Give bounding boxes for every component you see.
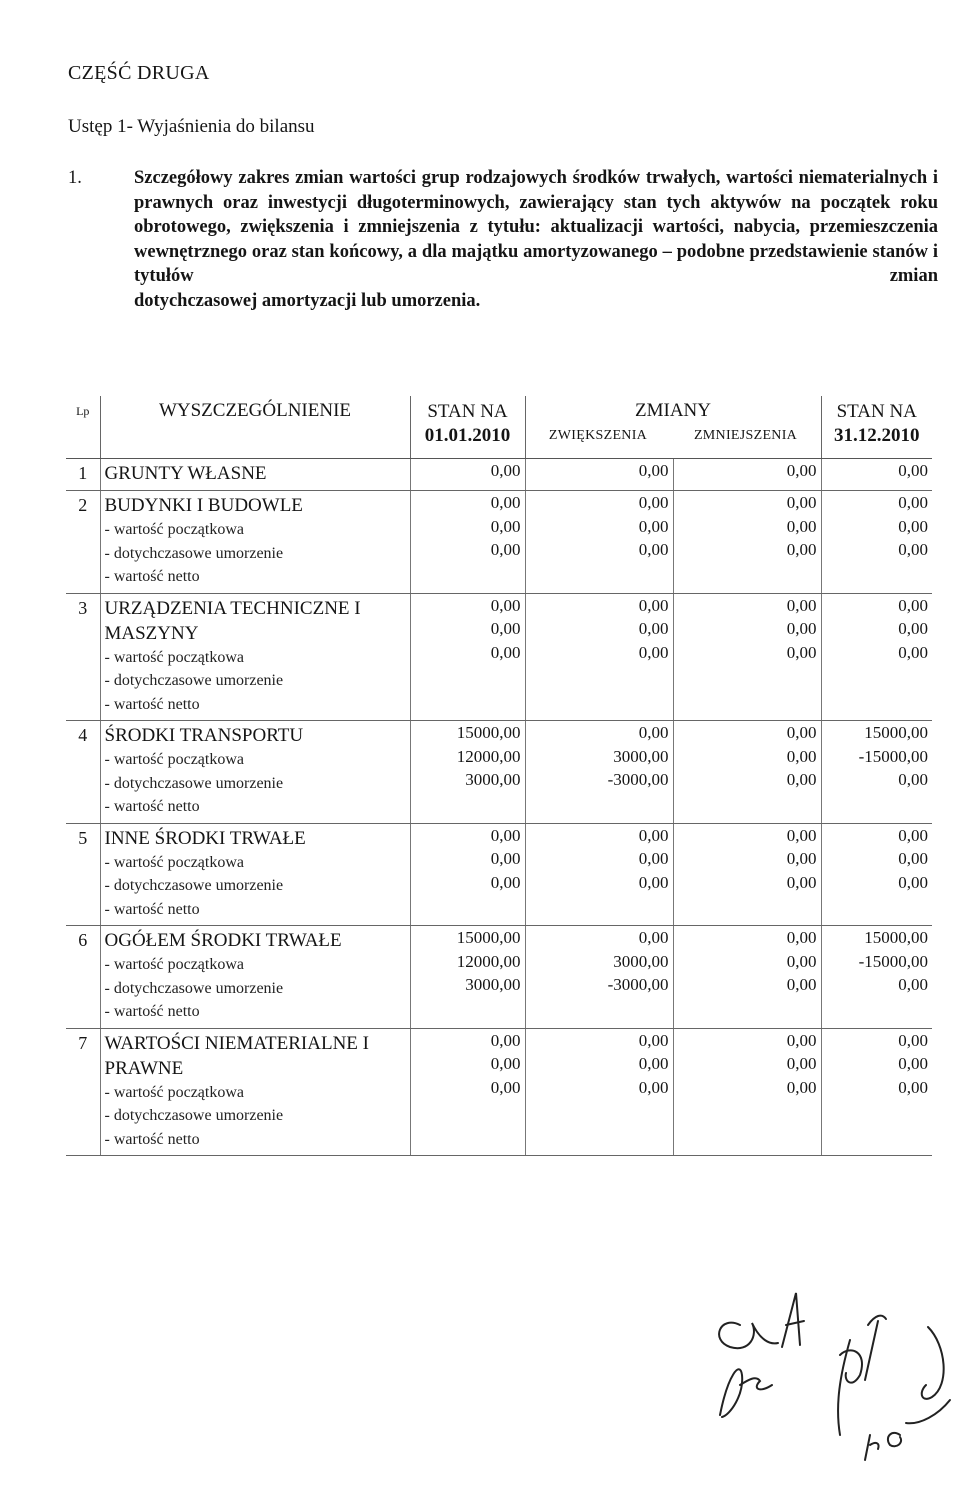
value: -15000,00 [858,951,929,971]
value: 15000,00 [456,723,521,742]
value: 12000,00 [456,951,521,971]
row-title: WARTOŚCI NIEMATERIALNE I PRAWNE [104,1032,369,1079]
row-sub-label: - wartość początkowa [104,853,244,871]
table-row [66,1028,932,1156]
value: 0,00 [786,595,817,615]
value: 0,00 [638,540,669,559]
row-value-cell [410,1028,525,1156]
row-value-cell [821,721,932,824]
value: 0,00 [898,595,929,615]
value: 0,00 [786,770,817,789]
row-title: ŚRODKI TRANSPORTU [104,725,304,746]
row-value-cell [410,823,525,926]
value: 0,00 [638,723,669,742]
explanation-paragraph [68,166,938,313]
value: 0,00 [638,516,669,536]
row-value-cell [821,593,932,721]
value: 0,00 [786,746,817,766]
section-heading: CZĘŚĆ DRUGA [68,62,210,84]
section-subheading: Ustęp 1- Wyjaśnienia do bilansu [68,116,315,137]
value: 0,00 [898,619,929,638]
row-sub-label: - wartość netto [104,568,200,585]
value: 0,00 [786,461,817,480]
value: 0,00 [786,1077,817,1097]
value: 0,00 [638,928,669,947]
row-value-cell [525,491,673,594]
value: 0,00 [898,461,929,480]
value: 0,00 [490,516,521,536]
row-lp: 7 [66,1028,100,1156]
value: 0,00 [786,1030,817,1050]
value: 0,00 [490,595,521,615]
row-value-cell [821,823,932,926]
value: 0,00 [786,825,817,845]
row-value-cell [410,721,525,824]
value: 0,00 [786,723,817,742]
value: 0,00 [786,516,817,536]
value: 0,00 [898,642,929,662]
row-value-cell [673,721,821,824]
value: -15000,00 [858,746,929,766]
paragraph-text [134,166,938,313]
row-value-cell [673,459,821,491]
row-sub-label: - dotychczasowe umorzenie [104,877,284,894]
header-zmiany [525,396,821,459]
value: -3000,00 [607,770,669,789]
row-value-cell [525,823,673,926]
value: 3000,00 [465,975,521,994]
row-lp: 6 [66,926,100,1029]
row-sub-label: - dotychczasowe umorzenie [104,774,284,792]
value: 0,00 [490,493,521,512]
value: 0,00 [638,642,669,662]
row-sub-label: - wartość początkowa [104,648,244,666]
value: 0,00 [638,619,669,638]
value: 12000,00 [456,746,521,766]
row-value-cell [410,926,525,1029]
row-sub-label: - dotychczasowe umorzenie [104,1107,284,1124]
row-value-cell [673,1028,821,1156]
value: -3000,00 [607,975,669,994]
table-header-row [66,396,932,459]
row-lp: 5 [66,823,100,926]
value: 15000,00 [456,928,521,947]
row-sub-label: - wartość początkowa [104,751,244,768]
row-title: OGÓŁEM ŚRODKI TRWAŁE [104,930,342,951]
header-stan-start [410,396,525,459]
value: 0,00 [490,540,521,559]
value: 0,00 [898,1054,929,1073]
value: 0,00 [638,1054,669,1073]
value: 3000,00 [613,746,669,766]
value: 3000,00 [613,951,669,971]
header-stan-end [821,396,932,459]
header-stan-na-end: STAN NA [836,401,917,422]
value: 0,00 [638,493,669,512]
row-sub-label: - wartość netto [104,1003,200,1020]
row-value-cell [673,593,821,721]
value: 0,00 [638,1030,669,1050]
row-lp: 2 [66,491,100,594]
row-value-cell [525,459,673,491]
value: 0,00 [786,493,817,512]
row-sub-label: - dotychczasowe umorzenie [104,544,284,562]
value: 0,00 [786,872,817,892]
row-title: INNE ŚRODKI TRWAŁE [104,827,306,849]
header-date-start: 01.01.2010 [424,425,511,446]
value: 0,00 [898,975,929,994]
value: 0,00 [898,516,929,536]
table-row [66,823,932,926]
paragraph-text-last: dotychczasowej amortyzacji lub umorzenia. [134,290,481,311]
row-sub-label: - wartość netto [104,695,200,713]
header-stan-na-start: STAN NA [427,401,508,422]
value: 0,00 [898,493,929,512]
table-row [66,593,932,721]
row-sub-label: - wartość netto [104,798,200,815]
row-value-cell [821,1028,932,1156]
row-name [100,1028,410,1156]
value: 0,00 [490,1077,521,1097]
row-sub-label: - dotychczasowe umorzenie [104,979,284,997]
row-lp: 4 [66,721,100,824]
row-value-cell [673,926,821,1029]
row-value-cell [525,1028,673,1156]
row-value-cell [821,459,932,491]
value: 0,00 [638,461,669,480]
value: 0,00 [490,849,521,868]
value: 0,00 [786,619,817,638]
value: 0,00 [490,1030,521,1050]
row-name [100,593,410,721]
value: 0,00 [490,872,521,892]
value: 0,00 [898,770,929,789]
value: 0,00 [490,461,521,480]
row-value-cell [821,491,932,594]
value: 15000,00 [864,723,929,742]
header-date-end: 31.12.2010 [834,425,920,446]
row-lp: 3 [66,593,100,721]
handwritten-signature [700,1285,960,1485]
value: 0,00 [490,642,521,662]
value: 0,00 [638,825,669,845]
row-name [100,459,410,491]
value: 0,00 [638,1077,669,1097]
value: 3000,00 [465,770,521,789]
value: 0,00 [638,849,669,868]
row-sub-label: - dotychczasowe umorzenie [104,672,284,689]
value: 0,00 [786,951,817,971]
row-lp: 1 [66,459,100,491]
value: 0,00 [786,928,817,947]
value: 0,00 [898,1030,929,1050]
value: 0,00 [638,872,669,892]
row-title: BUDYNKI I BUDOWLE [104,495,303,516]
header-lp: Lp [66,396,100,459]
value: 0,00 [786,849,817,868]
row-title: URZĄDZENIA TECHNICZNE I MASZYNY [104,597,361,644]
value: 0,00 [638,595,669,615]
row-name [100,491,410,594]
row-value-cell [525,926,673,1029]
row-sub-label: - wartość netto [104,1130,200,1148]
header-zmniejszenia: ZMNIEJSZENIA [693,428,798,443]
value: 0,00 [490,619,521,638]
row-value-cell [821,926,932,1029]
row-name [100,721,410,824]
header-name: WYSZCZEGÓLNIENIE [100,396,410,459]
row-value-cell [410,593,525,721]
table-row [66,721,932,824]
row-value-cell [410,459,525,491]
row-name [100,926,410,1029]
table-row [66,459,932,491]
row-value-cell [410,491,525,594]
table-row [66,491,932,594]
value: 0,00 [786,540,817,559]
table-row [66,926,932,1029]
value: 0,00 [786,642,817,662]
value: 0,00 [490,825,521,845]
header-zmiany-label: ZMIANY [635,400,711,421]
value: 15000,00 [864,928,929,947]
value: 0,00 [490,1054,521,1073]
value: 0,00 [898,872,929,892]
row-sub-label: - wartość początkowa [104,1083,244,1101]
value: 0,00 [898,825,929,845]
value: 0,00 [786,1054,817,1073]
value: 0,00 [898,540,929,559]
value: 0,00 [898,849,929,868]
row-sub-label: - wartość netto [104,900,200,918]
row-sub-label: - wartość początkowa [104,521,244,538]
value: 0,00 [898,1077,929,1097]
fixed-assets-table [66,396,932,1156]
paragraph-text-main: Szczegółowy zakres zmian wartości grup rodzajowych środków trwałych, wartości niematerialnych i prawnych oraz inwestycji długoterminowych, zawierający stan tych aktywów na początek roku obrotowego, zwiększenia i zmniejszenia z tytułu: aktualizacji wartości, nabycia, przemieszczenia wewnętrznego oraz stan końcowy, a dla majątku amortyzowanego – podobne przedstawienie stanów i tytułów zmian [134,168,938,286]
row-title: GRUNTY WŁASNE [104,463,267,484]
row-value-cell [673,491,821,594]
value: 0,00 [786,975,817,994]
row-sub-label: - wartość początkowa [104,956,244,973]
row-value-cell [673,823,821,926]
row-name [100,823,410,926]
header-zwiekszenia: ZWIĘKSZENIA [548,428,648,443]
row-value-cell [525,593,673,721]
paragraph-number: 1. [68,168,82,188]
row-value-cell [525,721,673,824]
